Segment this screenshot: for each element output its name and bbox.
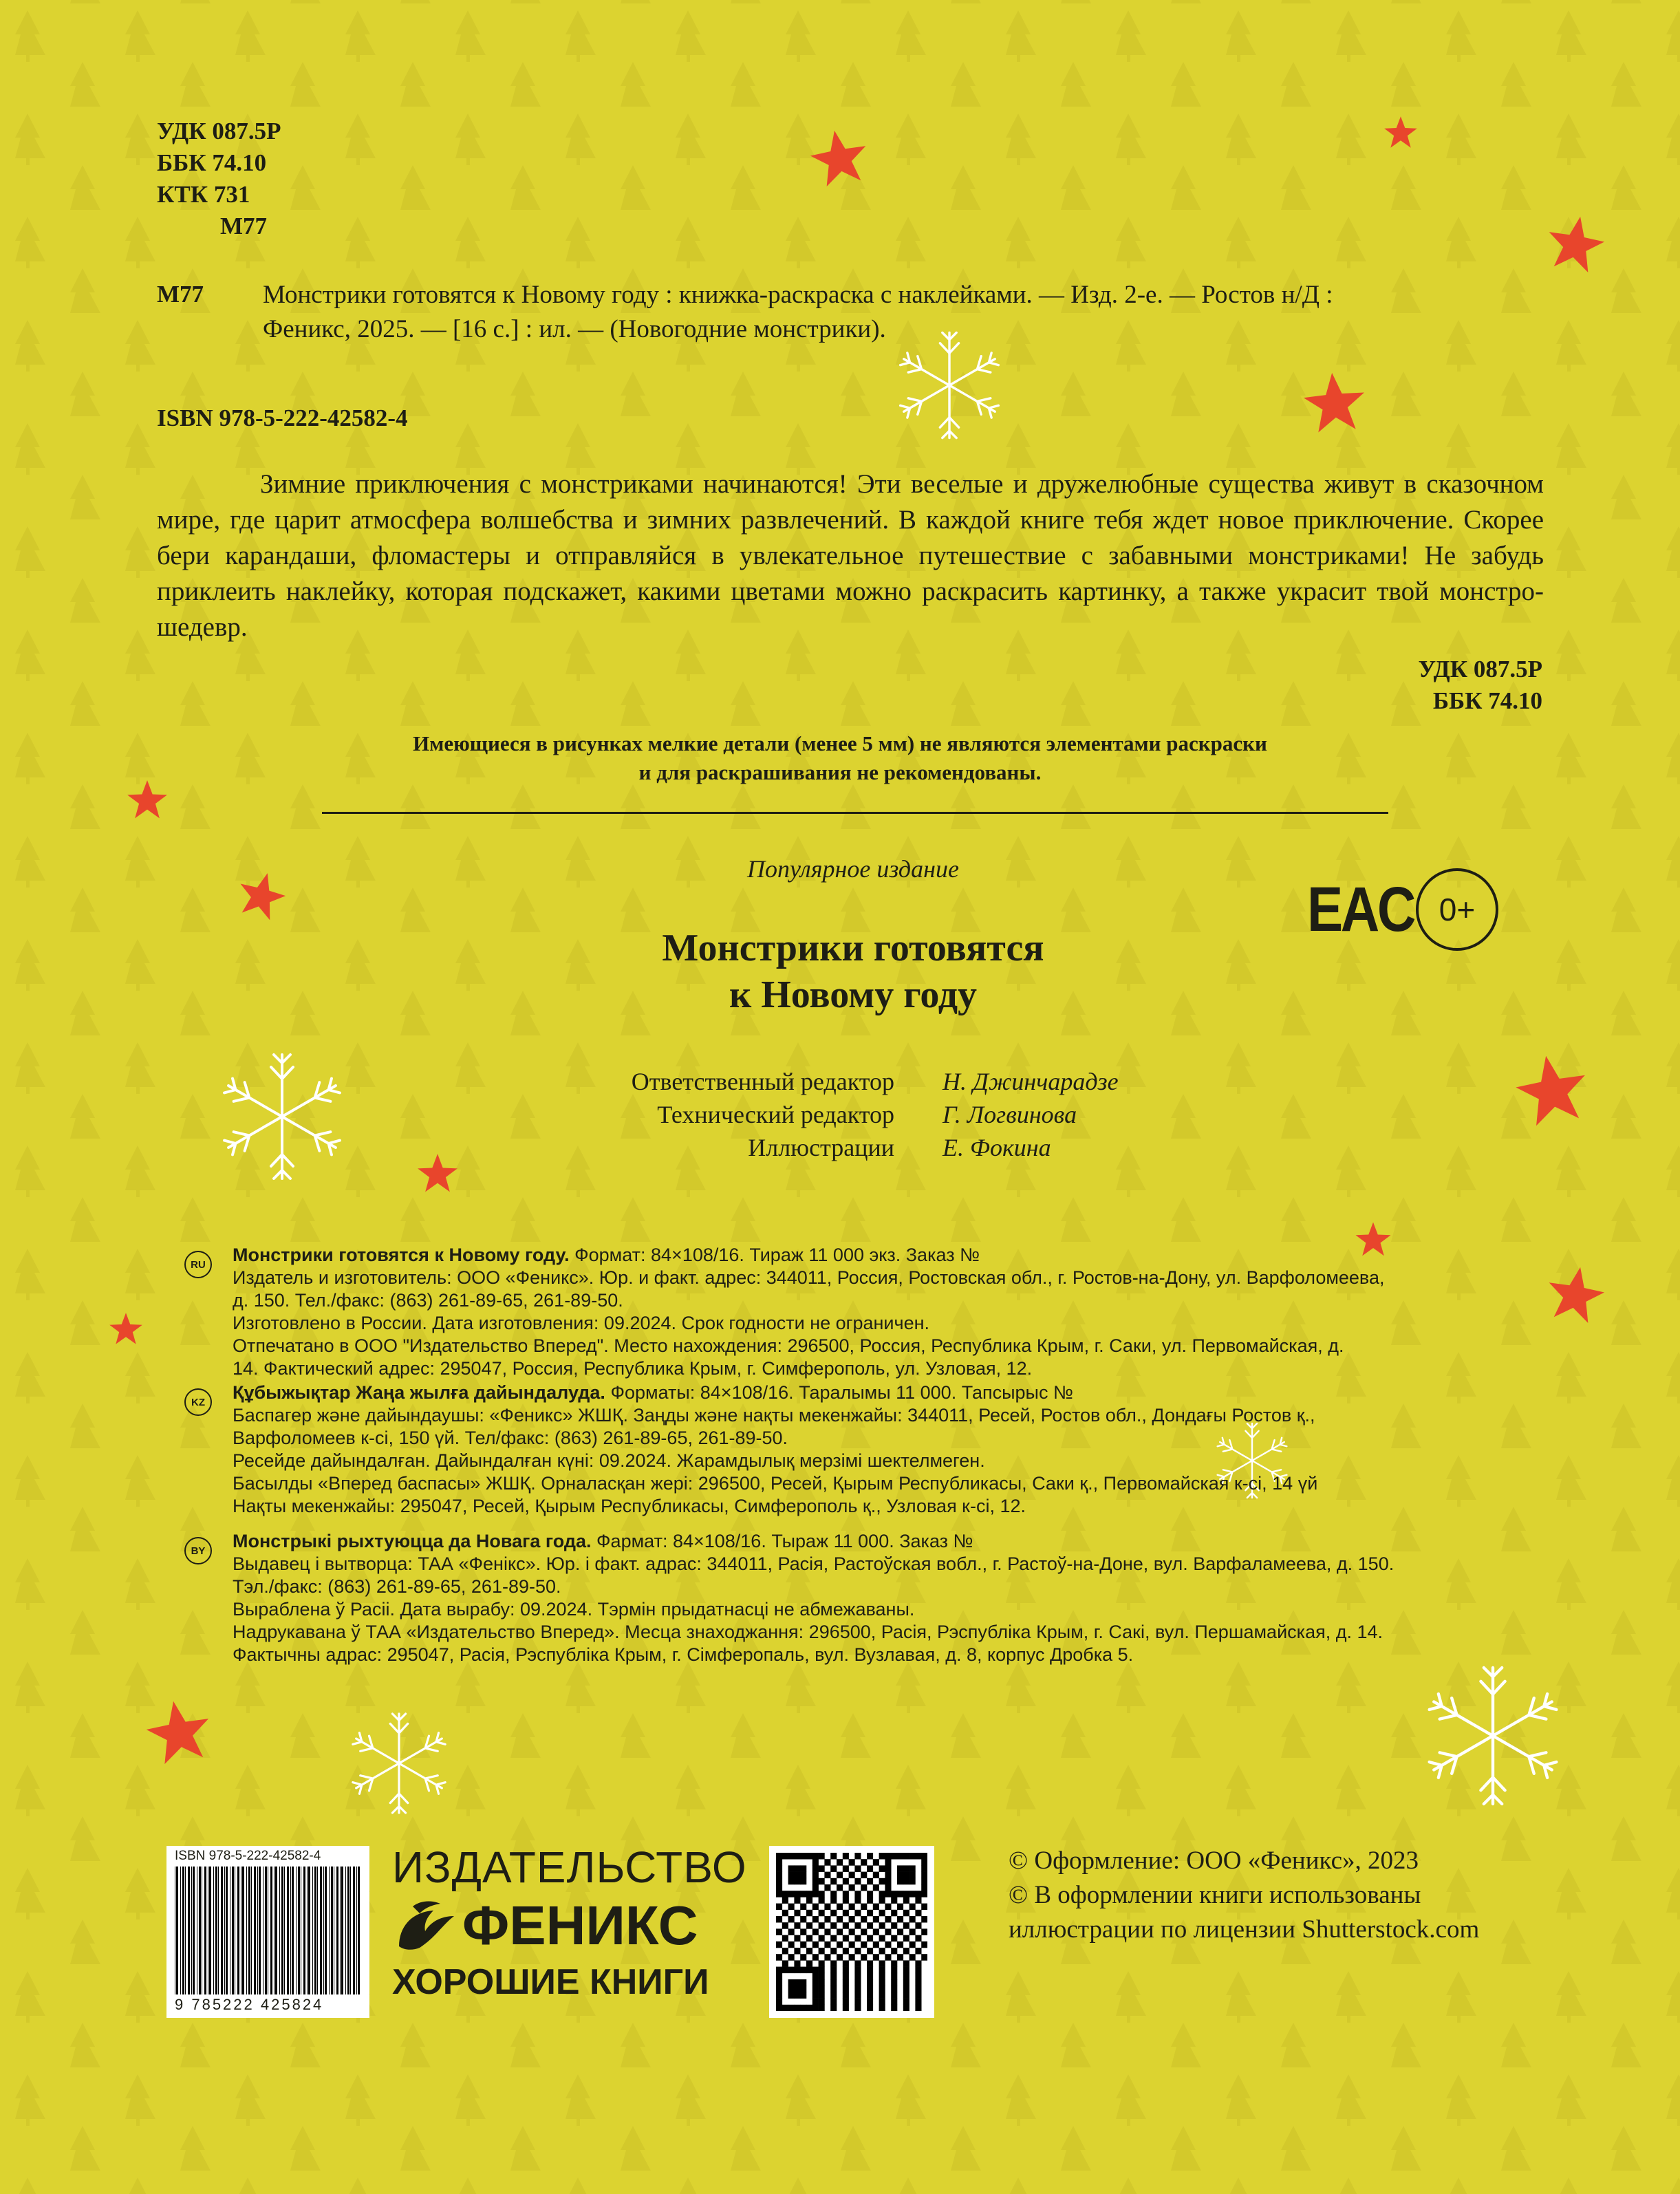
credit-row [523,1098,1119,1131]
credit-row [523,1131,1119,1164]
imprint-text: Форматы: 84×108/16. Таралымы 11 000. Тапсырыс № [605,1382,1073,1403]
imprint-text: Формат: 84×108/16. Тираж 11 000 экз. Заказ № [569,1245,980,1265]
barcode-digits: 9 785222 425824 [175,1996,324,2013]
copyright-block [1009,1844,1479,1947]
imprint-line: Надрукавана ў ТАА «Издательство Вперед». Месца знаходжання: 296500, Расія, Рэспубліка Крым, г. Сакі, вул. Першамайская, д. 14. [233,1622,1383,1642]
bibliographic-line: Монстрики готовятся к Новому году : книжка-раскраска с наклейками. — Изд. 2-е. — Ростов н/Д : [263,281,1333,309]
imprint-line: Варфоломеев к-сі, 150 үй. Тел/факс: (863) 261-89-65, 261-89-50. [233,1428,788,1448]
imprint-line: Отпечатано в ООО "Издательство Вперед". Место нахождения: 296500, Россия, Республика Крым, г. Саки, ул. Первомайская, д. [233,1335,1344,1356]
imprint-line: 14. Фактический адрес: 295047, Россия, Республика Крым, г. Симферополь, ул. Узловая, 12. [233,1358,1033,1379]
book-title [440,925,1266,1018]
udk-right-block [1419,654,1543,717]
credit-row [523,1065,1119,1098]
imprint-by [233,1530,1581,1666]
credit-name: Н. Джинчарадзе [943,1068,1119,1095]
credit-role: Иллюстрации [748,1134,894,1161]
warning-line: Имеющиеся в рисунках мелкие детали (менее 5 мм) не являются элементами раскраски [413,731,1267,755]
divider [322,812,1388,814]
imprint-line: Нақты мекенжайы: 295047, Ресей, Қырым Республикасы, Симферополь қ., Узловая к-сі, 12. [233,1496,1026,1516]
credit-role: Технический редактор [657,1101,894,1128]
edition-type: Популярное издание [747,855,959,883]
ktk-code: КТК 731 [157,181,250,208]
imprint-line [233,1530,1581,1553]
udk-code: УДК 087.5Р [157,118,281,144]
bibliographic-line: Феникс, 2025. — [16 с.] : ил. — (Новогодние монстрики). [263,315,886,343]
warning-line: и для раскрашивания не рекомендованы. [638,760,1042,784]
age-rating-text: 0+ [1439,892,1476,927]
barcode-isbn-label: ISBN 978-5-222-42582-4 [175,1849,321,1863]
title-line: Монстрики готовятся [662,927,1044,969]
publisher-logo [392,1841,757,2003]
age-rating-badge [1416,868,1498,951]
bbk-code: ББК 74.10 [157,149,267,176]
annotation-paragraph: Зимние приключения с монстриками начинаются! Эти веселые и дружелюбные существа живут в сказочном мире, где царит атмосфера волшебства и зимних развлечений. В каждой книге тебя ждет новое приключение. Скорее бери карандаши, фломастеры и отправляйся в увлекательное путешествие с забавными монстриками! Не забудь приклеить наклейку, которая подскажет, какими цветами можно раскрасить картинку, а также украсит твой монстро-шедевр. [157,469,1544,642]
publisher-label: ИЗДАТЕЛЬСТВО [392,1842,747,1892]
imprint-text: Фармат: 84×108/16. Тыраж 11 000. Заказ № [591,1531,973,1551]
credit-name: Е. Фокина [943,1134,1051,1161]
imprint-line: Издатель и изготовитель: ООО «Феникс». Юр. и факт. адрес: 344011, Россия, Ростовская обл., г. Ростов-на-Дону, ул. Варфоломеева, [233,1267,1385,1288]
qr-code[interactable] [769,1846,934,2018]
credits-table [523,1065,1119,1164]
imprint-title: Монстрики готовятся к Новому году. [233,1245,570,1265]
imprint-line: д. 150. Тел./факс: (863) 261-89-65, 261-89-50. [233,1290,623,1311]
classification-block [157,116,281,242]
credit-role: Ответственный редактор [631,1068,894,1095]
imprint-line: Выдавец і вытворца: ТАА «Фенікс». Юр. і факт. адрас: 344011, Расія, Растоўская вобл., г. Растоў-на-Доне, вул. Варфаламеева, д. 150. [233,1553,1394,1574]
imprint-title: Монстрыкі рыхтуюцца да Новага года. [233,1531,592,1551]
title-line: к Новому году [729,974,978,1016]
isbn-text: ISBN 978-5-222-42582-4 [157,405,408,431]
barcode-bars [175,1867,361,1994]
imprint-line: Выраблена ў Расіі. Дата вырабу: 09.2024. Тэрмін прыдатнасці не абмежаваны. [233,1599,915,1620]
author-mark: М77 [220,213,268,239]
imprint-kz [233,1381,1581,1518]
imprint-line: Басылды «Вперед баспасы» ЖШҚ. Орналасқан жері: 296500, Ресей, Қырым Республикасы, Саки қ., Первомайская к-сі, 14 үй [233,1473,1318,1494]
bibliographic-record [263,278,1556,347]
bbk-code: ББК 74.10 [1432,687,1542,714]
copyright-line: © Оформление: ООО «Феникс», 2023 [1009,1847,1419,1875]
imprint-line [233,1244,1581,1267]
phoenix-logo-icon [392,1898,458,1953]
lang-code: RU [191,1258,206,1271]
credit-name: Г. Логвинова [943,1101,1077,1128]
copyright-line: © В оформлении книги использованы [1009,1881,1421,1909]
barcode [166,1846,369,2018]
imprint-ru [233,1244,1581,1380]
bibliographic-mark: М77 [157,281,204,308]
publisher-tagline: ХОРОШИЕ КНИГИ [392,1962,709,2002]
imprint-line: Ресейде дайындалған. Дайындалған күні: 09.2024. Жарамдылық мерзімі шектелмеген. [233,1450,985,1471]
publisher-name: ФЕНИКС [462,1895,698,1956]
imprint-title: Құбыжықтар Жаңа жылға дайындалуда. [233,1382,605,1403]
imprint-line: Фактычны адрас: 295047, Расія, Рэспубліка Крым, г. Сімферопаль, вул. Вузлавая, д. 8, корпус Дробка 5. [233,1644,1134,1665]
lang-code: BY [191,1545,206,1557]
imprint-line: Тэл./факс: (863) 261-89-65, 261-89-50. [233,1576,561,1597]
qr-code-pattern [776,1853,927,2011]
lang-code: KZ [191,1396,205,1408]
warning-notice [275,729,1405,787]
copyright-line: иллюстрации по лицензии Shutterstock.com [1009,1915,1480,1944]
imprint-line: Баспагер және дайындаушы: «Феникс» ЖШҚ. Заңды және нақты мекенжайы: 344011, Ресей, Ростов обл., Дондағы Ростов қ., [233,1405,1315,1426]
lang-badge-ru [184,1251,212,1278]
lang-badge-kz [184,1388,212,1416]
eac-mark: EAC [1307,874,1414,945]
lang-badge-by [184,1537,212,1564]
udk-code: УДК 087.5Р [1418,656,1542,682]
imprint-line [233,1381,1581,1404]
imprint-line: Изготовлено в России. Дата изготовления: 09.2024. Срок годности не ограничен. [233,1313,930,1333]
